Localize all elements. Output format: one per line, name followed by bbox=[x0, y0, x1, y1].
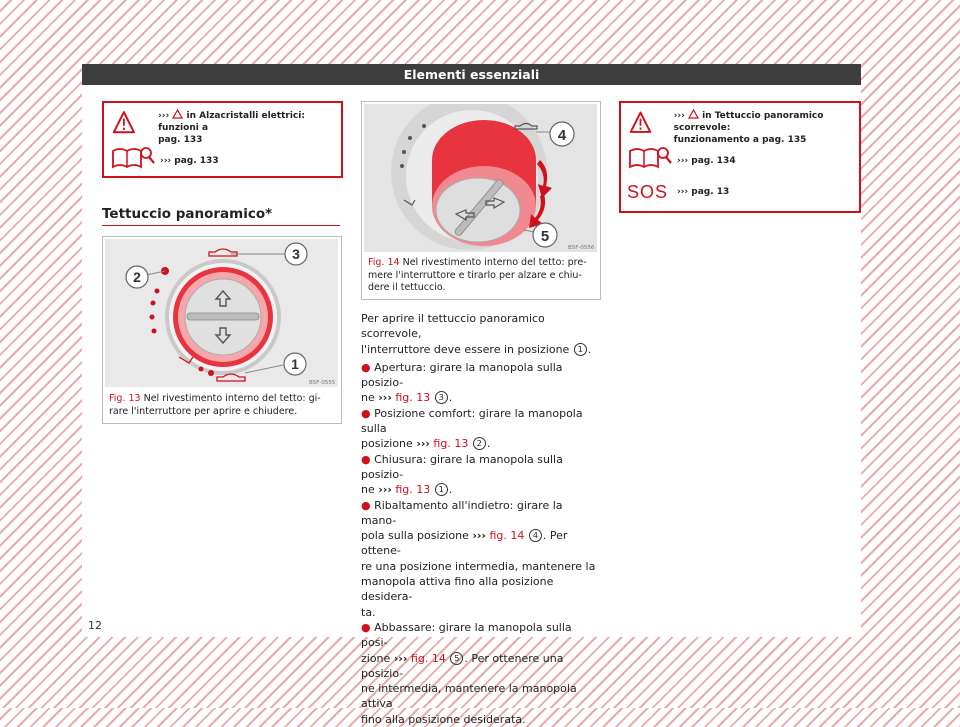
list-line: posizione bbox=[361, 437, 413, 451]
figure-13 bbox=[102, 236, 342, 424]
figure-13-image bbox=[105, 239, 338, 387]
list-line: ne bbox=[361, 483, 375, 497]
figure-label: Fig. 14 bbox=[368, 257, 400, 268]
figure-label: Fig. 13 bbox=[109, 393, 141, 404]
list-line: Ribaltamento all'indietro: girare la mano- bbox=[361, 498, 563, 527]
chevron-icon: ››› bbox=[160, 156, 172, 166]
marker-1: 1 bbox=[291, 356, 299, 372]
list-line: Abbassare: girare la manopola sulla posi- bbox=[361, 620, 572, 650]
caption-line: Nel rivestimento interno del tetto: gi- bbox=[143, 393, 321, 404]
chevron-icon: ››› bbox=[393, 651, 408, 665]
bullet-icon: ● bbox=[361, 406, 371, 420]
position-marker: 1 bbox=[574, 343, 587, 356]
reference-box-right bbox=[619, 101, 861, 213]
page bbox=[82, 64, 861, 726]
section-rule bbox=[102, 225, 340, 226]
figure-14-image bbox=[364, 104, 597, 252]
figure-link[interactable]: fig. 14 bbox=[410, 651, 446, 665]
page-number: 12 bbox=[88, 619, 102, 632]
bullet-icon: ● bbox=[361, 620, 371, 634]
list-line: pola sulla posizione bbox=[361, 529, 469, 543]
sunroof-dial-pull-illustration bbox=[364, 104, 597, 252]
page-header: Elementi essenziali bbox=[82, 64, 861, 85]
caption-line: mere l'interruttore e tirarlo per alzare e chiu- bbox=[368, 269, 582, 281]
reference-text: pag. 133 bbox=[158, 135, 203, 145]
position-marker: 1 bbox=[435, 483, 448, 496]
reference-text: in Alzacristalli elettrici: funzioni a bbox=[158, 111, 305, 133]
marker-3: 3 bbox=[292, 246, 300, 262]
list-line: Posizione comfort: girare la manopola sulla bbox=[361, 406, 583, 436]
sos-icon: SOS bbox=[627, 182, 669, 202]
chevron-icon: ››› bbox=[677, 156, 689, 166]
bullet-icon: ● bbox=[361, 360, 371, 374]
list-line: ne intermedia, mantenere la manopola attiva bbox=[361, 682, 577, 711]
list-line: Chiusura: girare la manopola sulla posizio- bbox=[361, 452, 563, 481]
list-line: Apertura: girare la manopola sulla posizio- bbox=[361, 360, 563, 390]
figure-link[interactable]: fig. 13 bbox=[395, 391, 431, 405]
list-line: ta. bbox=[361, 605, 376, 619]
figure-link[interactable]: fig. 14 bbox=[489, 529, 525, 543]
chevron-icon: ››› bbox=[677, 187, 689, 197]
figure-14 bbox=[361, 101, 601, 300]
warning-mini-icon bbox=[172, 109, 183, 119]
reference-box-left bbox=[102, 101, 343, 178]
paragraph-line: l'interruttore deve essere in posizione bbox=[361, 342, 570, 356]
figure-caption bbox=[368, 257, 596, 295]
sunroof-dial-illustration bbox=[105, 239, 338, 387]
body-text: Per aprire il tettuccio panoramico scorrevole, l'interruttore deve essere in posizione 1 . ● Apertura: girare la manopola sulla posizio- ne ››› fig. 13 3 . ● Posizione comfort: girare la manopola sulla posizione ››› fig. 13 2 . ● Chiusura: girare la manopola sulla posizio- ne ››› fig. 13 1 . ● Ribaltamento all'indietro: girare la mano- pola sulla posizione ››› fig. 14 4 . Per ottene- re una posizione intermedia, mantenere la manopola attiva fino alla posizione desidera- ta. ● Abbassare: girare la manopola sulla posi- zione ››› fig. 14 5 . Per ottenere una posizio- ne intermedia, mantenere la manopola attiva fino alla posizione desiderata. bbox=[361, 312, 596, 726]
figure-code: B5F-0555 bbox=[309, 380, 336, 386]
warning-icon bbox=[112, 109, 154, 139]
caption-line: dere il tettuccio. bbox=[368, 282, 446, 293]
manual-icon bbox=[627, 143, 673, 173]
list-line: ne bbox=[361, 391, 375, 405]
chevron-icon: ››› bbox=[158, 111, 170, 121]
figure-link[interactable]: fig. 13 bbox=[395, 483, 431, 497]
marker-5: 5 bbox=[540, 228, 550, 245]
bullet-icon: ● bbox=[361, 498, 371, 512]
chevron-icon: ››› bbox=[378, 391, 392, 405]
reference-text: funzionamento a pag. 135 bbox=[673, 135, 807, 145]
list-line: . Per ottene- bbox=[361, 529, 568, 558]
figure-caption bbox=[109, 393, 337, 418]
list-line: zione bbox=[361, 651, 391, 665]
list-line: manopola attiva fino alla posizione desidera- bbox=[361, 575, 554, 604]
chevron-icon: ››› bbox=[673, 111, 685, 121]
caption-line: rare l'interruttore per aprire e chiudere. bbox=[109, 405, 298, 417]
reference-text: pag. 13 bbox=[691, 187, 730, 197]
manual-icon bbox=[110, 143, 156, 173]
reference-text: pag. 134 bbox=[691, 156, 736, 166]
figure-link[interactable]: fig. 13 bbox=[433, 437, 469, 451]
marker-2: 2 bbox=[133, 269, 141, 285]
section-title: Tettuccio panoramico* bbox=[102, 206, 273, 222]
caption-line: Nel rivestimento interno del tetto: pre- bbox=[402, 257, 587, 268]
list-line: fino alla posizione desiderata. bbox=[361, 712, 526, 726]
list-line: re una posizione intermedia, mantenere la bbox=[361, 559, 596, 573]
paragraph-line: Per aprire il tettuccio panoramico scorrevole, bbox=[361, 312, 545, 341]
chevron-icon: ››› bbox=[416, 437, 430, 451]
position-marker: 3 bbox=[435, 391, 448, 404]
reference-text: in Tettuccio panoramico scorrevole: bbox=[673, 111, 824, 133]
position-marker: 4 bbox=[529, 529, 542, 542]
figure-code: B5F-0556 bbox=[568, 245, 595, 251]
warning-mini-icon bbox=[688, 109, 699, 119]
position-marker: 5 bbox=[450, 652, 463, 665]
bullet-icon: ● bbox=[361, 452, 371, 466]
list-line: . Per ottenere una posizio- bbox=[361, 651, 564, 680]
chevron-icon: ››› bbox=[378, 483, 392, 497]
warning-icon bbox=[629, 109, 670, 139]
reference-text: pag. 133 bbox=[174, 156, 219, 166]
position-marker: 2 bbox=[473, 437, 486, 450]
chevron-icon: ››› bbox=[472, 529, 486, 543]
marker-4: 4 bbox=[557, 127, 567, 144]
